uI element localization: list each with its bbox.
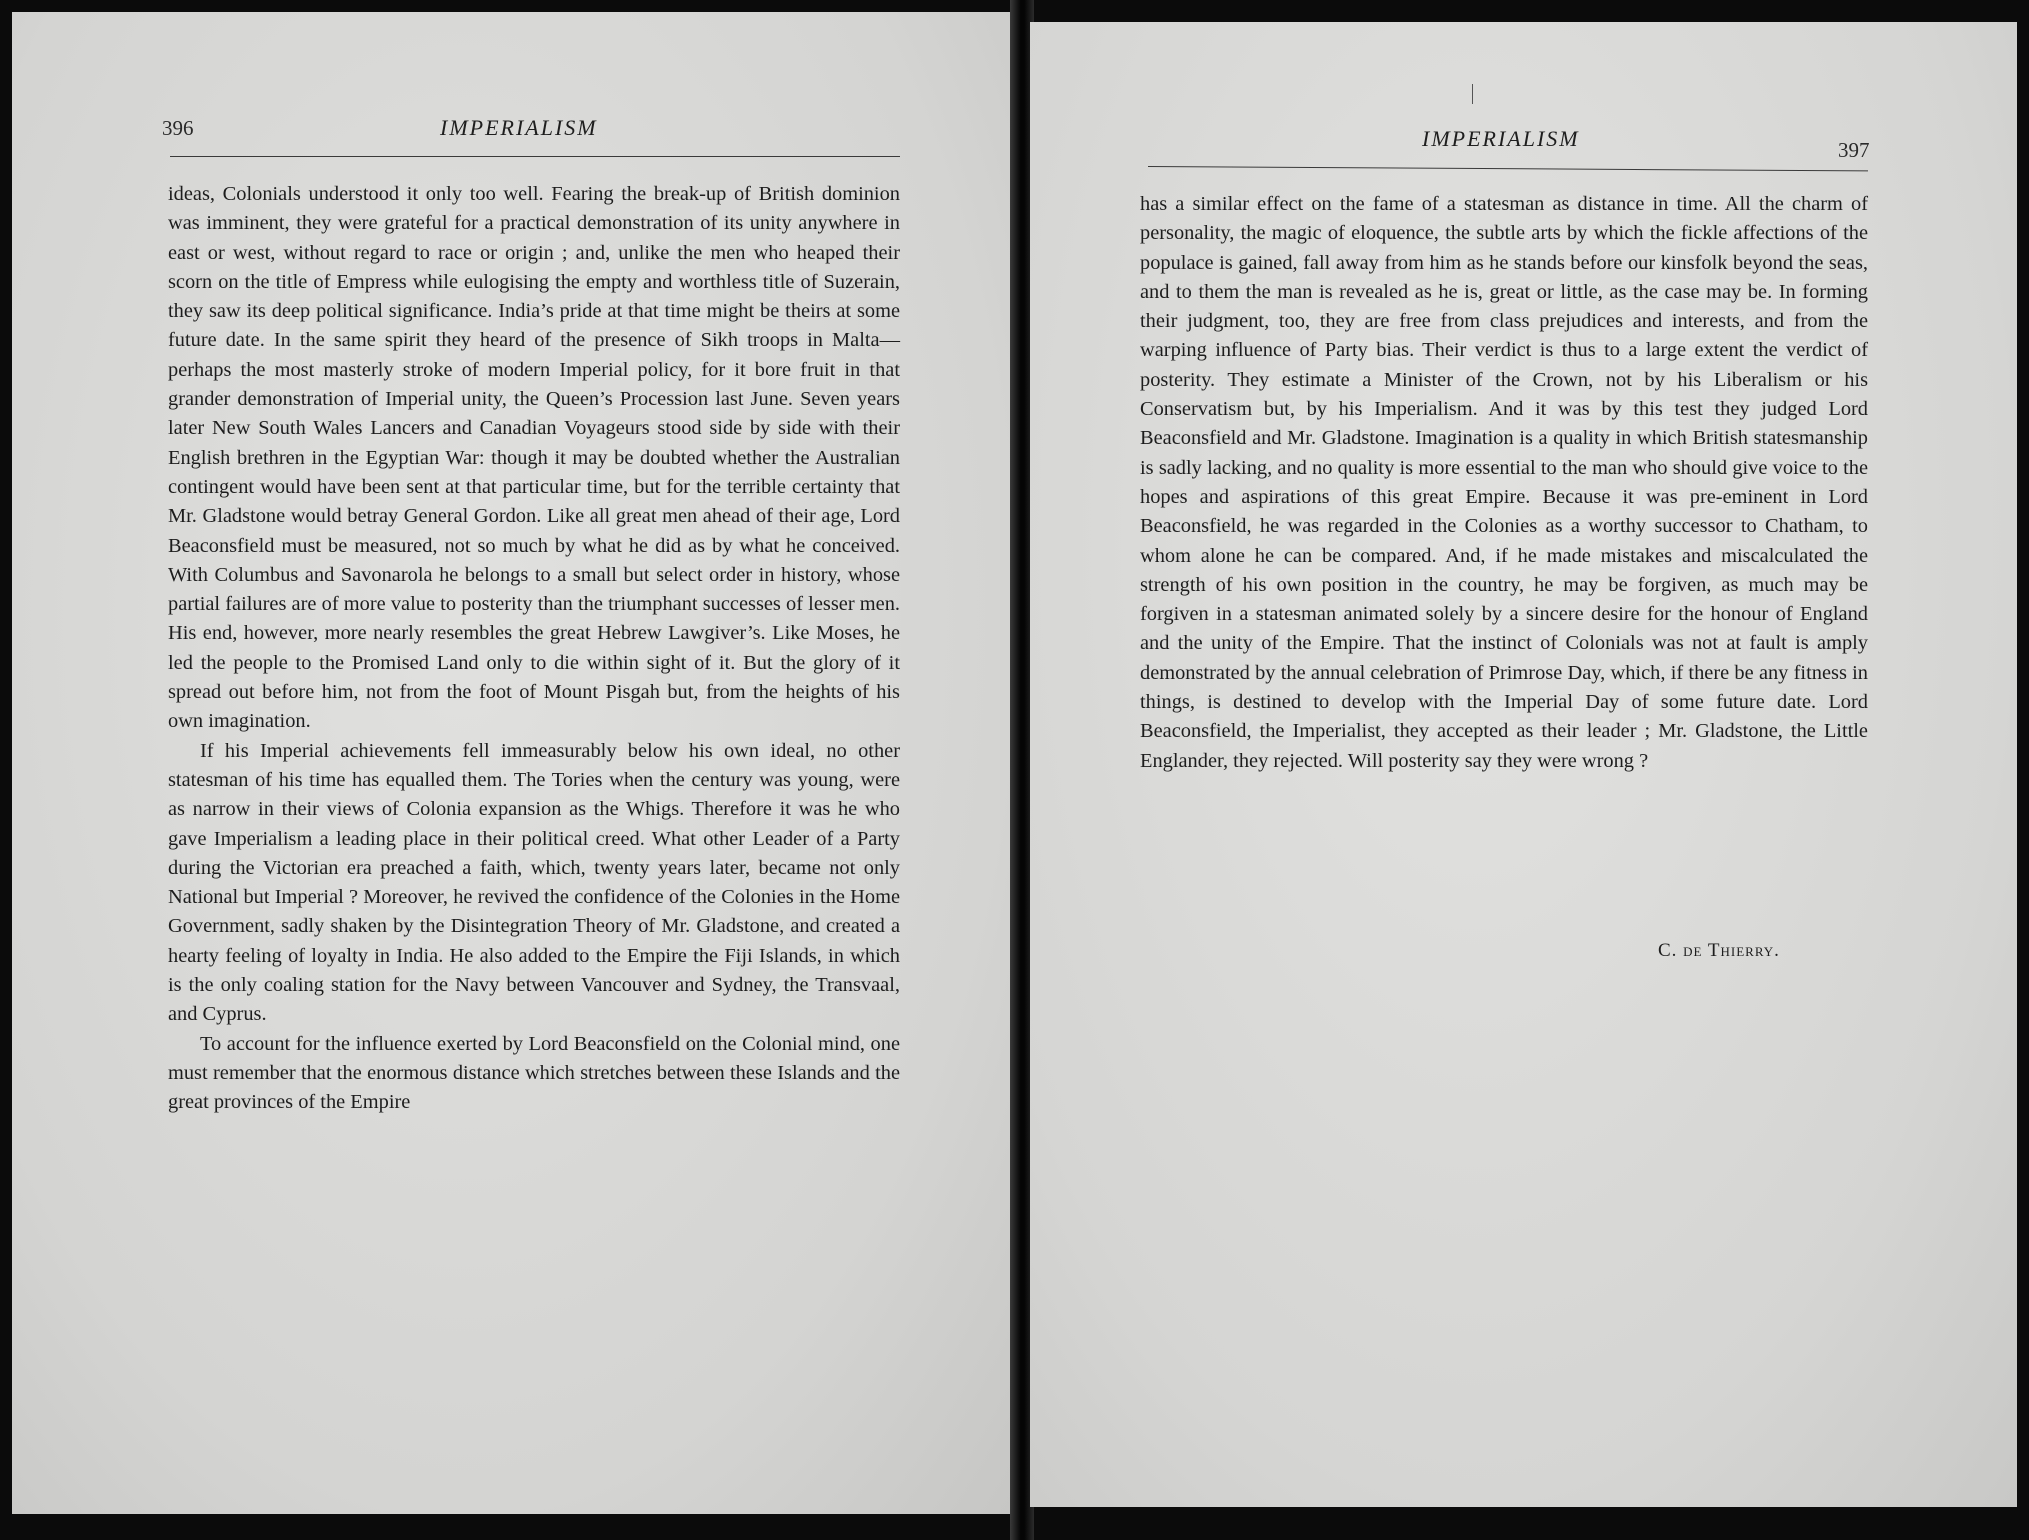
right-paragraph-1: has a similar effect on the fame of a statesman as distance in time. All the charm of personality, the magic of eloquence, the subtle arts by which the fickle affections of the populace is gained, fall away from him as he stands before our kinsfolk beyond the seas, and to them the man is revealed as he is, great or little, as the case may be. In forming their judgment, too, they are free from class prejudices and interests, and from the warping influence of Party bias. Their verdict is thus to a large extent the verdict of posterity. They estimate a Minister of the Crown, not by his Liberalism or his Conservatism but, by his Imperialism. And it was by this test they judged Lord Beaconsfield and Mr. Gladstone. Imagination is a quality in which British statesmanship is sadly lacking, and no quality is more essential to the man who should give voice to the hopes and aspirations of this great Empire. Because it was pre-eminent in Lord Beaconsfield, he was regarded in the Colonies as a worthy successor to Chatham, to whom alone he can be compared. And, if he made mistakes and miscalculated the strength of his own position in the country, he may be forgiven, as much may be forgiven in a statesman animated solely by a sincere desire for the honour of England and the unity of the Empire. That the instinct of Colonials was not at fault is amply demonstrated by the annual celebration of Primrose Day, which, if there be any fitness in things, is destined to develop with the Imperial Day of some future date. Lord Beaconsfield, the Imperialist, they accepted as their leader ; Mr. Gladstone, the Little Englander, they rejected. Will posterity say they were wrong ? (1140, 193, 1868, 772)
left-paragraph-3: To account for the influence exerted by Lord Beaconsfield on the Colonial mind, one must remember that the enormous distance which stretches between these Islands and the great provinces of the Empire (168, 1032, 900, 1114)
left-paragraph-1: ideas, Colonials understood it only too well. Fearing the break-up of British dominion was imminent, they were grateful for a practical demonstration of its unity anywhere in east or west, without regard to race or origin ; and, unlike the men who heaped their scorn on the title of Empress while eulogising the empty and worthless title of Suzerain, they saw its deep political significance. India’s pride at that time might be theirs at some future date. In the same spirit they heard of the presence of Sikh troops in Malta—perhaps the most masterly stroke of modern Imperial policy, for it bore fruit in that grander demonstration of Imperial unity, the Queen’s Procession last June. Seven years later New South Wales Lancers and Canadian Voyageurs stood side by side with their English brethren in the Egyptian War: though it may be doubted whether the Australian contingent would have been sent at that particular time, but for the terrible certainty that Mr. Gladstone would betray General Gordon. Like all great men ahead of their age, Lord Beaconsfield must be measured, not so much by what he did as by what he conceived. With Columbus and Savonarola he belongs to a small but select order in history, whose partial failures are of more value to posterity than the triumphant successes of lesser men. His end, however, more nearly resembles the great Hebrew Lawgiver’s. Like Moses, he led the people to the Promised Land only to die within sight of it. But the glory of it spread out before him, not from the foot of Mount Pisgah but, from the heights of his own imagination. (168, 183, 900, 733)
left-page-number: 396 (162, 116, 194, 140)
left-head-rule (170, 156, 900, 157)
left-running-head: IMPERIALISM (440, 115, 598, 140)
right-page-number: 397 (1838, 138, 1870, 162)
margin-mark (1472, 84, 1473, 104)
right-head-rule (1148, 166, 1868, 171)
right-page (1030, 22, 2017, 1507)
author-signature: C. de Thierry. (1658, 940, 1780, 961)
left-body-text (168, 180, 900, 1118)
left-paragraph-2: If his Imperial achievements fell immeasurably below his own ideal, no other statesman of his time has equalled them. The Tories when the century was young, were as narrow in their views of Colonia expansion as the Whigs. Therefore it was he who gave Imperialism a leading place in their political creed. What other Leader of a Party during the Victorian era preached a faith, which, twenty years later, became not only National but Imperial ? Moreover, he revived the confidence of the Colonies in the Home Government, sadly shaken by the Disintegration Theory of Mr. Gladstone, and created a hearty feeling of loyalty in India. He also added to the Empire the Fiji Islands, in which is the only coaling station for the Navy between Vancouver and Sydney, the Transvaal, and Cyprus. (168, 739, 900, 1026)
right-running-head: IMPERIALISM (1422, 126, 1580, 151)
right-body-text (1140, 190, 1868, 776)
left-page (12, 12, 1014, 1514)
